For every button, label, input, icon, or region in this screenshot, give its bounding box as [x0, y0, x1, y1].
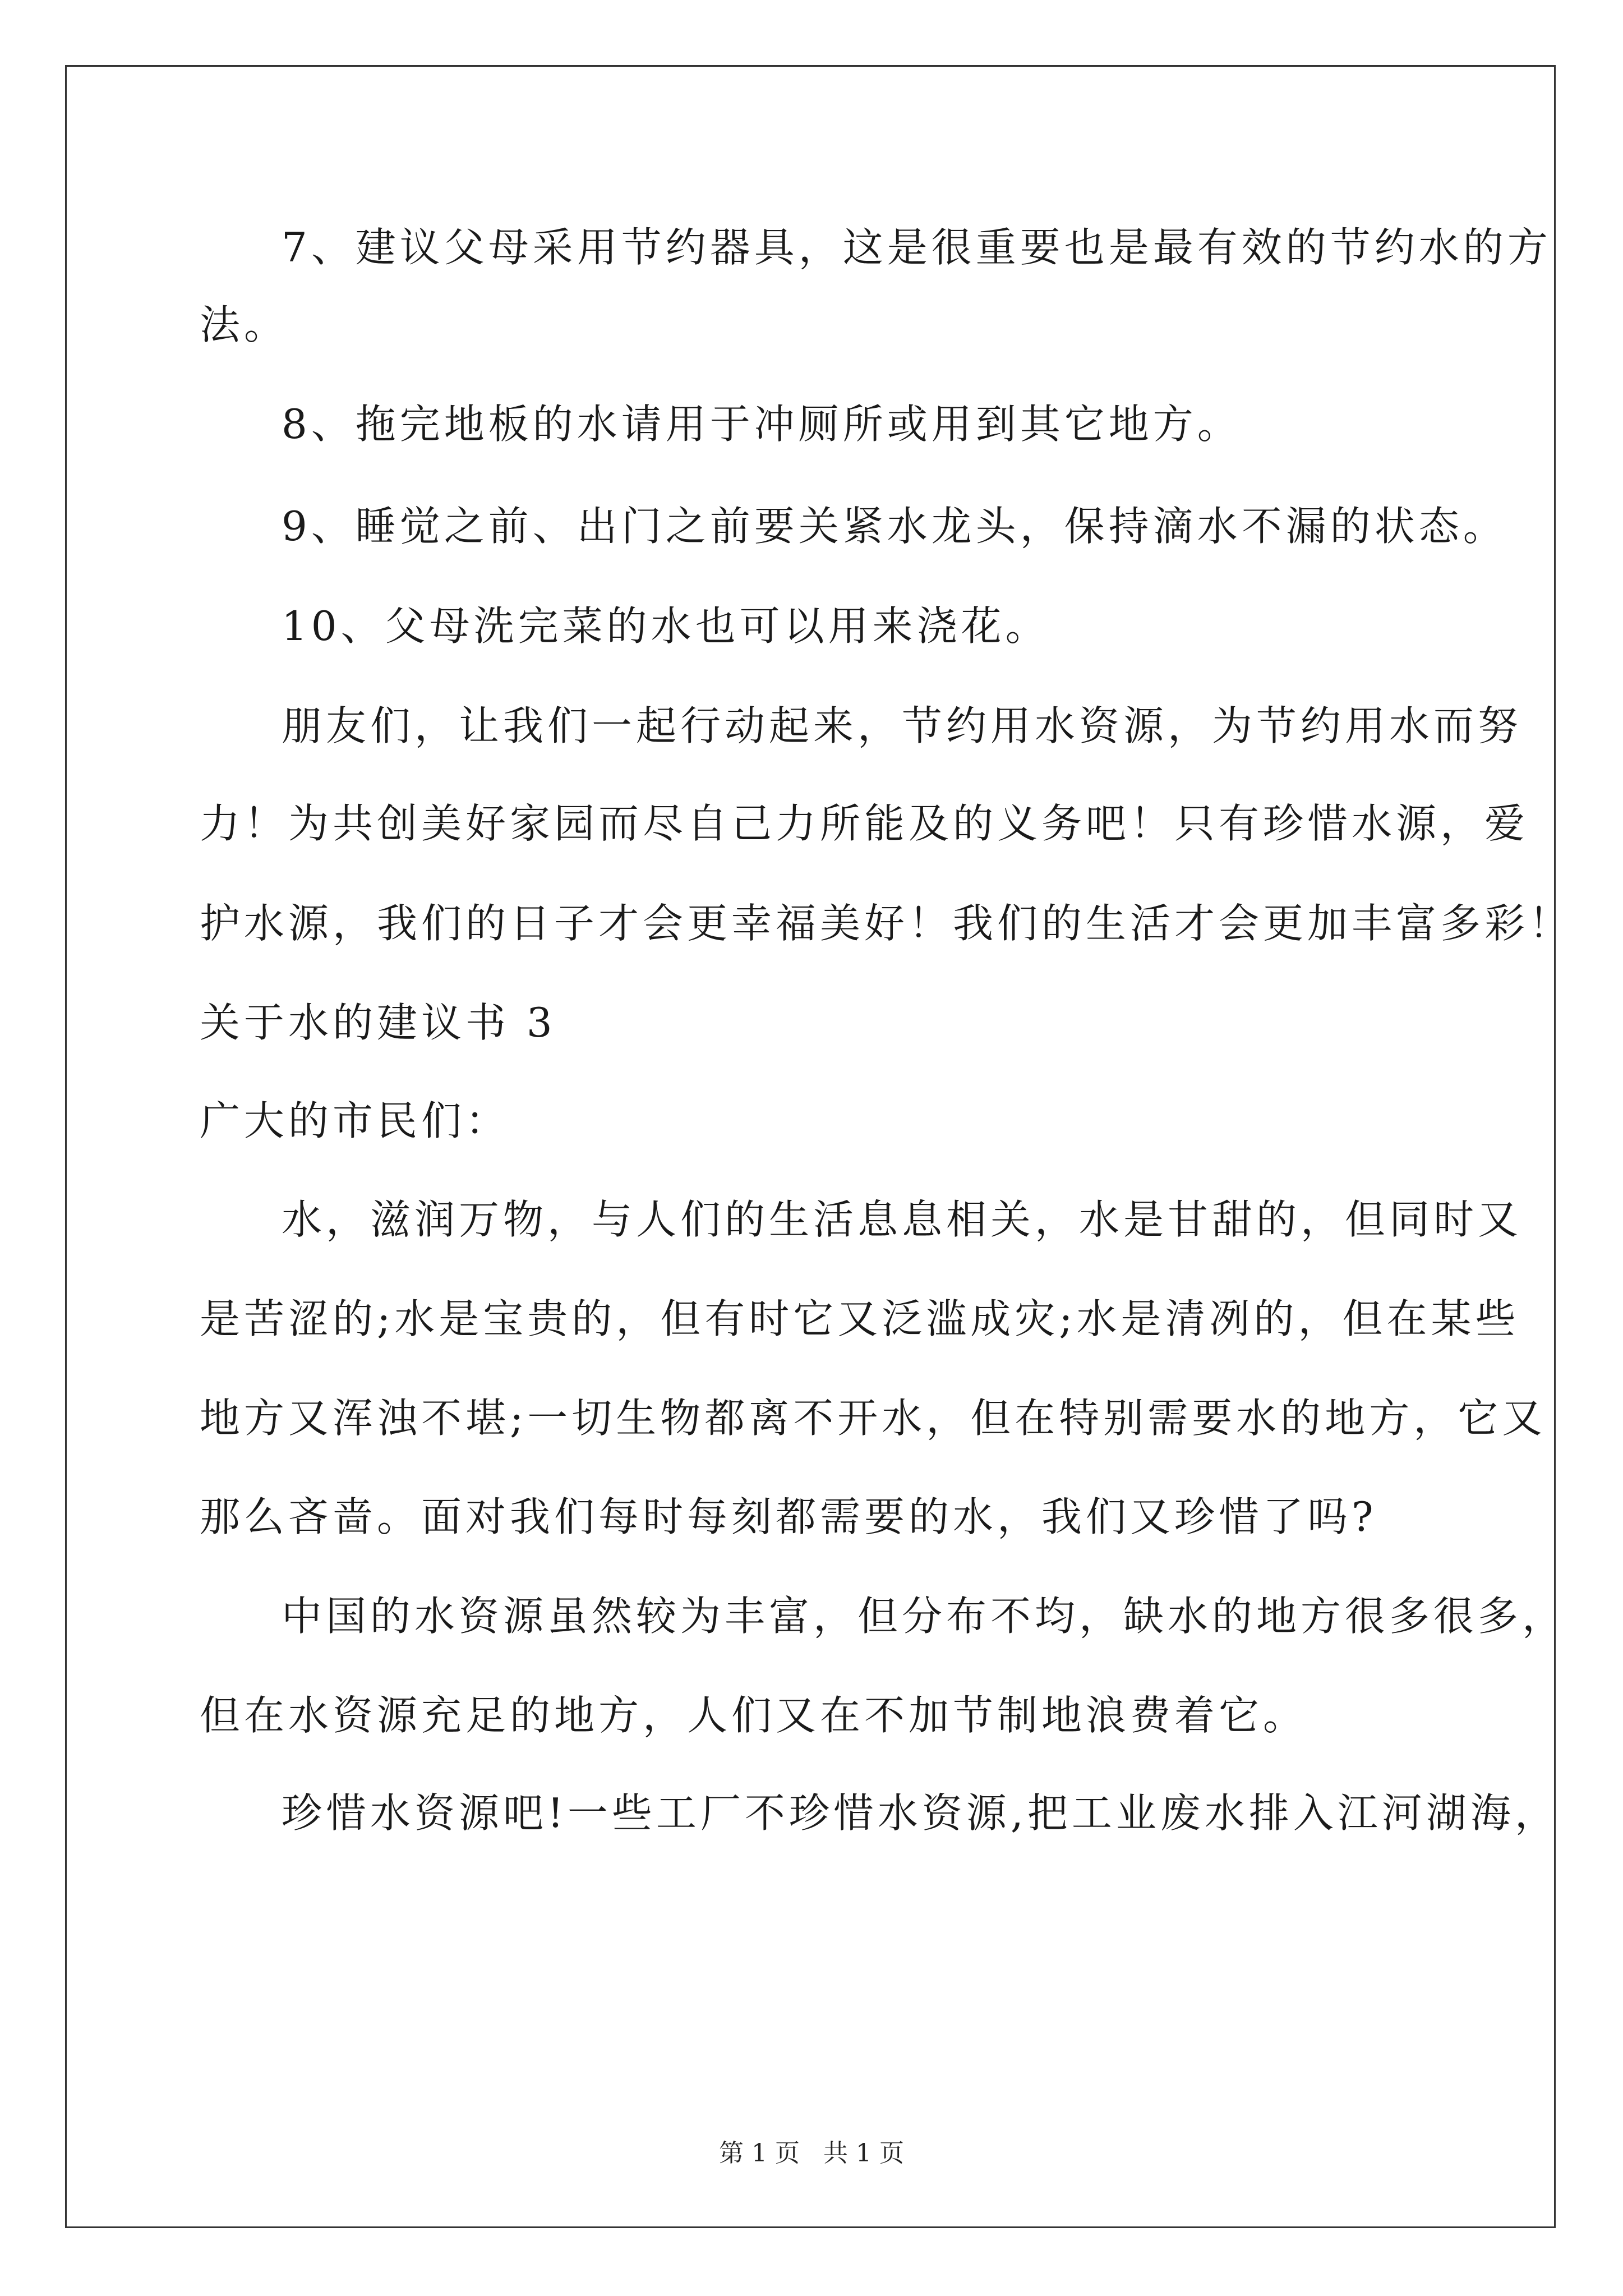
page-footer — [0, 2133, 1623, 2169]
page-border — [65, 65, 1556, 2228]
paragraph-line: 法。 — [200, 301, 289, 348]
paragraph-line: 力！为共创美好家园而尽自己力所能及的义务吧！只有珍惜水源，爱 — [200, 800, 1529, 847]
paragraph-line: 9、睡觉之前、出门之前要关紧水龙头，保持滴水不漏的状态。 — [282, 503, 1507, 550]
paragraph-line: 7、建议父母采用节约器具，这是很重要也是最有效的节约水的方 — [282, 224, 1552, 271]
salutation: 广大的市民们： — [200, 1097, 510, 1144]
paragraph-line: 但在水资源充足的地方，人们又在不加节制地浪费着它。 — [200, 1692, 1308, 1739]
paragraph-line: 地方又浑浊不堪;一切生物都离不开水，但在特别需要水的地方，它又 — [200, 1395, 1547, 1442]
page-number: 第 1 页 — [719, 2139, 800, 2168]
section-title: 关于水的建议书 3 — [200, 999, 556, 1046]
paragraph-line: 中国的水资源虽然较为丰富，但分布不均，缺水的地方很多很多， — [282, 1593, 1567, 1640]
paragraph-line: 那么吝啬。面对我们每时每刻都需要的水，我们又珍惜了吗? — [200, 1493, 1377, 1540]
paragraph-line: 珍惜水资源吧!一些工厂不珍惜水资源,把工业废水排入江河湖海， — [282, 1789, 1559, 1837]
paragraph-line: 10、父母洗完菜的水也可以用来浇花。 — [282, 602, 1050, 650]
paragraph-line: 朋友们，让我们一起行动起来，节约用水资源，为节约用水而努 — [282, 702, 1523, 749]
paragraph-line: 水，滋润万物，与人们的生活息息相关，水是甘甜的，但同时又 — [282, 1196, 1523, 1243]
paragraph-line: 是苦涩的;水是宝贵的，但有时它又泛滥成灾;水是清冽的，但在某些 — [200, 1295, 1520, 1342]
paragraph-line: 8、拖完地板的水请用于冲厕所或用到其它地方。 — [282, 401, 1242, 448]
page-total: 共 1 页 — [823, 2139, 904, 2168]
paragraph-line: 护水源，我们的日子才会更幸福美好！我们的生活才会更加丰富多彩！ — [200, 900, 1574, 947]
